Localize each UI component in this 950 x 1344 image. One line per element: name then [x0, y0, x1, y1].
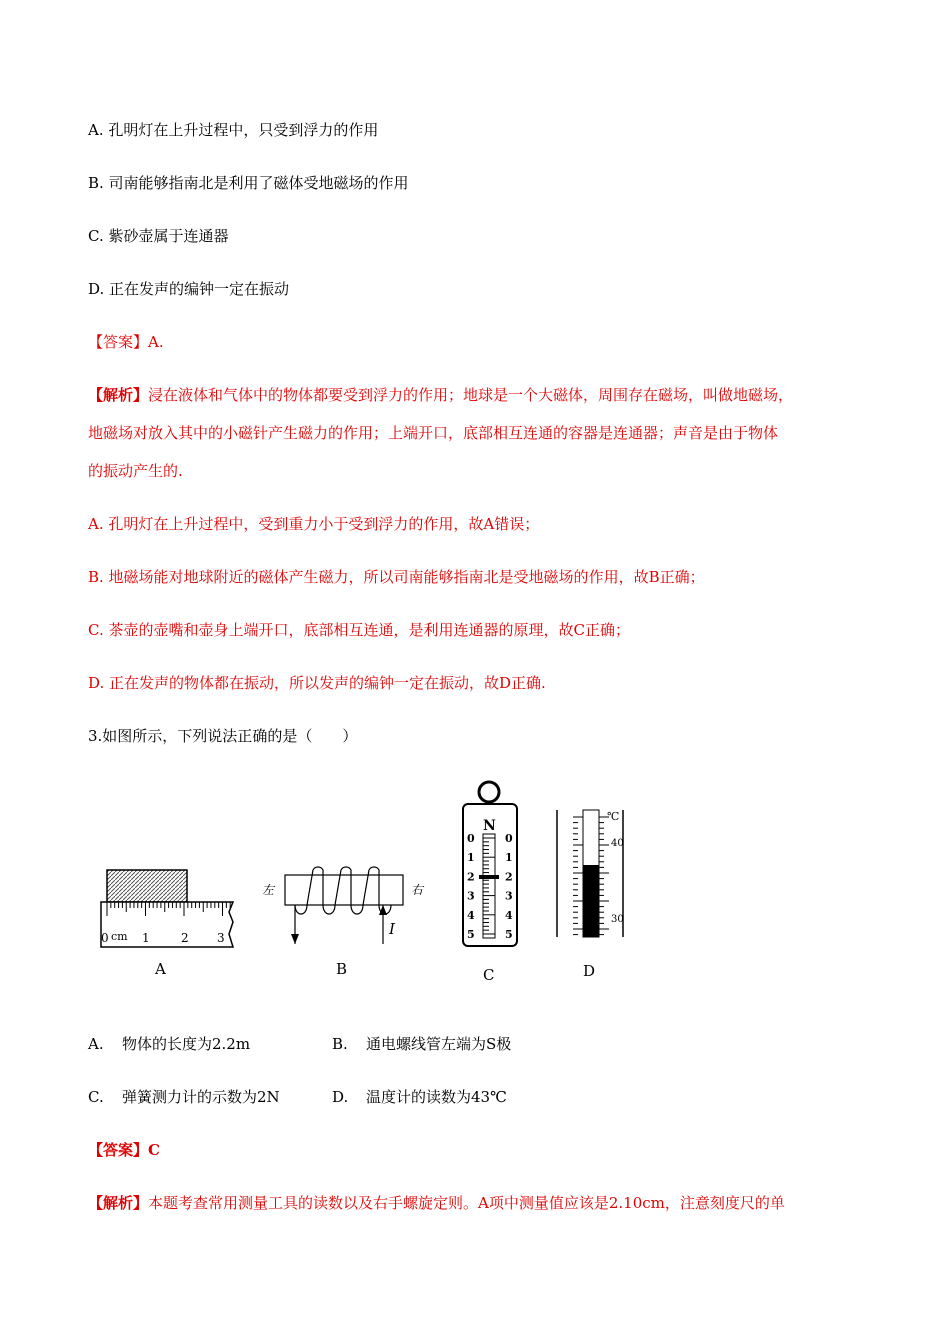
q2-analysis-line3: 的振动产生的. — [88, 462, 183, 480]
measured-block — [107, 870, 187, 902]
q3-analysis-text: 本题考查常用测量工具的读数以及右手螺旋定则。A项中测量值应该是2.10cm，注意刻度尺的单 — [148, 1194, 785, 1212]
thermometer-diagram — [557, 810, 624, 937]
spring-scale-diagram — [463, 782, 517, 946]
scale-label-left: 4 — [467, 908, 475, 922]
ruler-tick-label-3: 3 — [217, 931, 225, 945]
arrow-down-icon — [291, 934, 299, 944]
q2-analysis-line1 — [88, 385, 793, 405]
ruler-tick-label-0: 0 — [101, 931, 109, 945]
ruler-tick-label-2: 2 — [181, 931, 189, 945]
scale-label-right: 0 — [505, 832, 513, 845]
q3-option-a-label: A. — [88, 1035, 104, 1053]
q3-option-b-label: B. — [332, 1035, 348, 1053]
q3-answer: 【答案】C — [88, 1141, 160, 1159]
ruler-tick-label-1: 1 — [142, 931, 150, 945]
q2-option-a: A. 孔明灯在上升过程中，只受到浮力的作用 — [88, 121, 379, 139]
solenoid-left-label: 左 — [262, 883, 275, 897]
thermometer-unit: ℃ — [607, 810, 620, 823]
q3-option-d-text: 温度计的读数为43℃ — [366, 1088, 507, 1106]
q3-analysis — [88, 1193, 785, 1213]
scale-label-right: 3 — [505, 889, 513, 903]
scale-label-right: 4 — [505, 908, 513, 922]
scale-unit-letter: N — [483, 818, 496, 834]
scale-label-left: 2 — [467, 870, 475, 884]
q3-option-a-text: 物体的长度为2.2m — [122, 1035, 251, 1053]
analysis-text: 浸在液体和气体中的物体都要受到浮力的作用；地球是一个大磁体，周围存在磁场，叫做地磁场， — [148, 386, 794, 404]
q2-analysis-b: B. 地磁场能对地球附近的磁体产生磁力，所以司南能够指南北是受地磁场的作用，故B正确； — [88, 568, 705, 586]
scale-label-left: 5 — [467, 928, 475, 941]
figure-caption-a: A — [155, 960, 166, 978]
scale-ring — [479, 782, 499, 802]
scale-pointer — [479, 875, 499, 879]
q2-analysis-a: A. 孔明灯在上升过程中，受到重力小于受到浮力的作用，故A错误； — [88, 515, 540, 533]
figure-caption-c: C — [483, 966, 495, 984]
q2-analysis-c: C. 茶壶的壶嘴和壶身上端开口，底部相互连通，是利用连通器的原理，故C正确； — [88, 621, 630, 639]
solenoid-core — [285, 875, 403, 905]
solenoid-diagram — [262, 867, 425, 944]
q2-option-d: D. 正在发声的编钟一定在振动 — [88, 280, 290, 298]
scale-label-left: 1 — [467, 851, 475, 865]
scale-label-left: 3 — [467, 889, 475, 903]
scale-label-right: 1 — [505, 851, 513, 865]
q3-option-b-text: 通电螺线管左端为S极 — [366, 1035, 512, 1053]
q2-option-b: B. 司南能够指南北是利用了磁体受地磁场的作用 — [88, 174, 409, 192]
q2-answer: 【答案】A. — [88, 333, 164, 351]
q2-analysis-d: D. 正在发声的物体都在振动，所以发声的编钟一定在振动，故D正确. — [88, 674, 546, 692]
current-label: I — [389, 920, 395, 938]
scale-label-right: 5 — [505, 928, 513, 941]
q3-option-c-text: 弹簧测力计的示数为2N — [122, 1088, 280, 1106]
thermometer-label-40: 40 — [611, 838, 624, 849]
q3-figure-svg — [95, 772, 635, 992]
q2-analysis-line2: 地磁场对放入其中的小磁针产生磁力的作用；上端开口，底部相互连通的容器是连通器；声音是由于物体 — [88, 424, 779, 442]
scale-label-right: 2 — [505, 870, 513, 884]
q3-analysis-label: 【解析】 — [88, 1194, 149, 1212]
q3-stem: 3.如图所示，下列说法正确的是（ ） — [88, 727, 358, 745]
analysis-label: 【解析】 — [88, 386, 149, 404]
solenoid-right-label: 右 — [411, 883, 424, 897]
thermometer-liquid — [583, 865, 599, 937]
figure-caption-b: B — [336, 960, 348, 978]
q3-option-d-label: D. — [332, 1088, 349, 1106]
thermometer-label-30: 30 — [611, 914, 624, 925]
ruler-diagram — [101, 870, 233, 947]
ruler-unit: cm — [111, 930, 128, 943]
scale-label-left: 0 — [467, 832, 475, 845]
q3-figure — [95, 772, 635, 992]
q2-option-c: C. 紫砂壶属于连通器 — [88, 227, 229, 245]
figure-caption-d: D — [583, 962, 596, 980]
q3-option-c-label: C. — [88, 1088, 104, 1106]
